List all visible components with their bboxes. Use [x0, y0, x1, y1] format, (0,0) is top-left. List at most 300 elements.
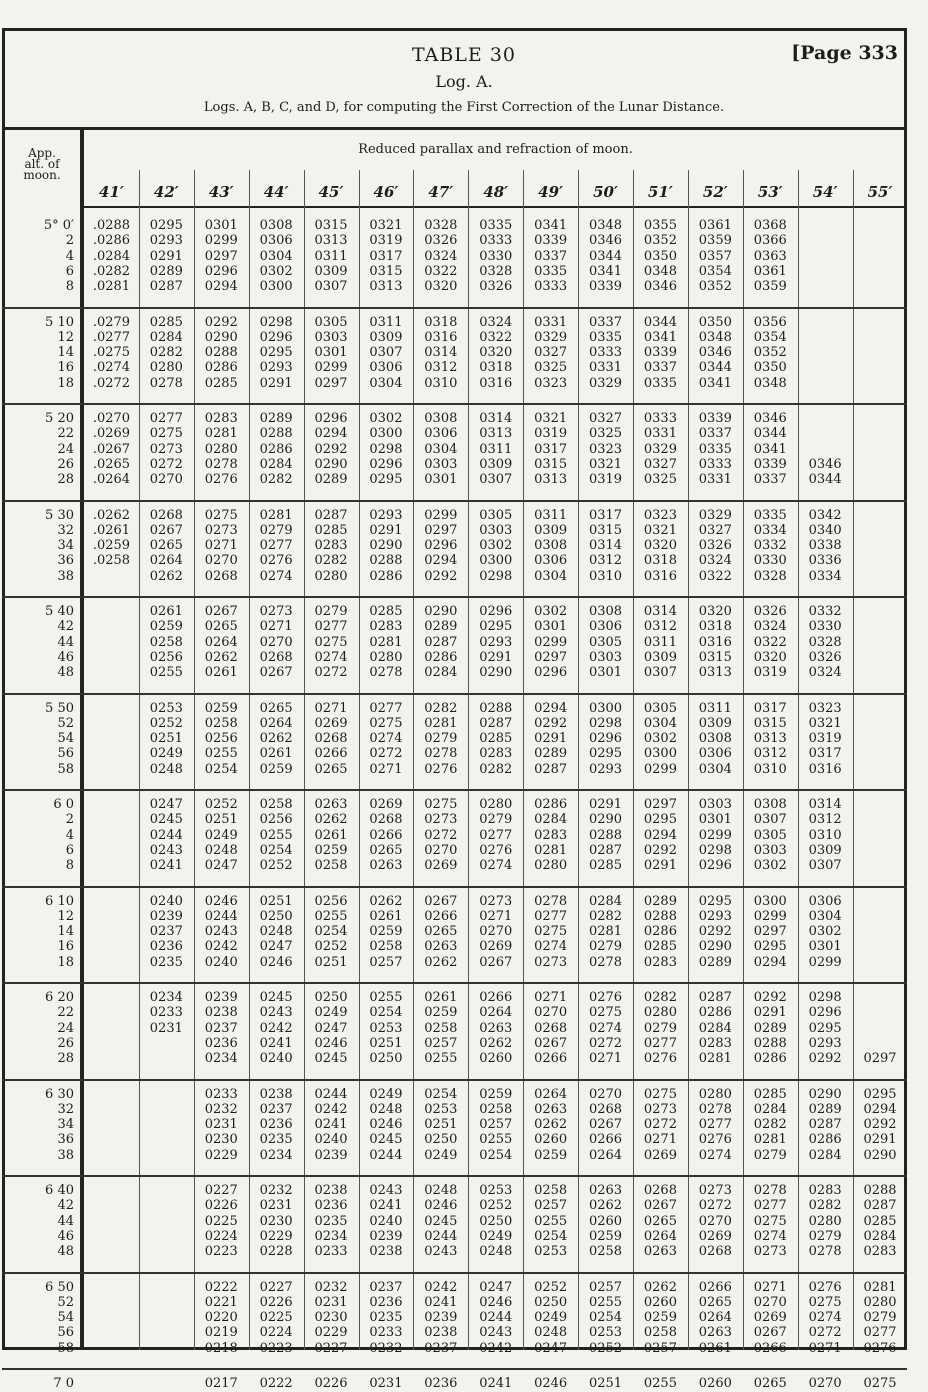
table-cell: 0291 — [643, 858, 677, 874]
table-cell: 0328 — [808, 634, 842, 650]
table-cell: 0259 — [643, 1310, 677, 1326]
row-label: 6 10 — [45, 893, 74, 909]
table-cell: 0329 — [698, 507, 732, 523]
table-cell: 0241 — [424, 1294, 458, 1310]
table-cell: 0264 — [698, 1310, 732, 1326]
table-cell: 0295 — [698, 893, 732, 909]
table-cell: 0272 — [149, 456, 183, 472]
column-header: 48′ — [483, 183, 509, 201]
table-cell: 0245 — [369, 1132, 403, 1148]
row-label: 44 — [57, 1213, 74, 1229]
table-cell: 0331 — [588, 360, 623, 376]
table-cell: 0249 — [534, 1310, 568, 1326]
table-cell: 0348 — [698, 329, 732, 345]
table-cell: 0306 — [424, 426, 458, 442]
table-cell: 0283 — [534, 827, 568, 843]
row-label: 48 — [57, 665, 74, 681]
table-cell: 0260 — [534, 1132, 568, 1148]
table-cell: 0250 — [424, 1132, 458, 1148]
table-cell: 0235 — [369, 1310, 403, 1326]
table-cell: 0299 — [808, 954, 842, 970]
table-cell: 0271 — [534, 990, 568, 1005]
table-cell: 0301 — [204, 218, 238, 233]
table-cell: 0335 — [534, 263, 568, 279]
table-cell: 0252 — [259, 858, 293, 874]
table-cell: 0272 — [643, 1117, 677, 1133]
table-cell: 0238 — [259, 1086, 293, 1102]
table-cell: 0275 — [863, 1376, 897, 1391]
table-cell: 0318 — [424, 314, 458, 330]
table-cell: 0276 — [424, 761, 458, 777]
table-cell: 0244 — [149, 827, 183, 843]
row-label: 24 — [57, 441, 74, 457]
row-label: 16 — [57, 939, 74, 955]
table-cell: 0312 — [588, 553, 623, 569]
row-label: 6 50 — [45, 1279, 74, 1295]
table-cell: 0288 — [643, 908, 677, 924]
row-label: 2 — [65, 233, 74, 249]
table-cell: 0341 — [643, 329, 677, 345]
table-cell: 0309 — [643, 649, 677, 665]
table-cell: 0334 — [753, 522, 787, 538]
table-cell: 0261 — [149, 604, 183, 619]
table-cell: 0226 — [204, 1198, 238, 1214]
table-cell: 0307 — [643, 665, 677, 681]
table-cell: 0296 — [534, 665, 568, 681]
table-cell: 0267 — [534, 1035, 568, 1051]
table-cell: 0287 — [149, 279, 183, 295]
table-cell: 0254 — [534, 1228, 568, 1244]
table-cell: 0235 — [259, 1132, 293, 1148]
table-cell: 0344 — [588, 248, 623, 264]
table-cell: .0274 — [92, 360, 131, 376]
table-cell: 0296 — [479, 604, 513, 619]
table-cell: 0291 — [369, 522, 403, 538]
table-cell: 0330 — [808, 619, 842, 635]
table-cell: 0283 — [698, 1035, 732, 1051]
table-cell: .0284 — [92, 248, 131, 264]
table-cell: 0288 — [753, 1035, 787, 1051]
table-cell: 0256 — [204, 731, 238, 747]
table-cell: 0303 — [314, 329, 348, 345]
table-cell: 0299 — [698, 827, 732, 843]
table-cell: 0269 — [314, 715, 348, 731]
table-cell: 0302 — [753, 858, 787, 874]
table-cell: 0237 — [259, 1101, 293, 1117]
table-cell: 0285 — [588, 858, 623, 874]
table-cell: 0258 — [424, 1020, 458, 1036]
row-label-rule — [80, 127, 84, 1350]
table-cell: 0279 — [863, 1310, 897, 1326]
table-cell: 0333 — [698, 456, 732, 472]
table-cell: 0224 — [259, 1325, 293, 1341]
table-cell: 0286 — [753, 1051, 787, 1067]
table-cell: 0334 — [808, 568, 842, 584]
table-cell: 0320 — [753, 649, 787, 665]
table-cell: 0342 — [808, 507, 842, 523]
table-cell: 0228 — [259, 1244, 293, 1260]
group-divider — [2, 1175, 907, 1177]
table-cell: 0317 — [808, 746, 842, 762]
table-cell: 0306 — [588, 619, 623, 635]
table-cell: 0276 — [698, 1132, 732, 1148]
table-cell: 0293 — [369, 507, 403, 523]
table-cell: 0263 — [588, 1183, 623, 1198]
table-cell: 0242 — [314, 1101, 348, 1117]
table-cell: 0260 — [588, 1213, 623, 1229]
table-cell: 0247 — [314, 1020, 348, 1036]
table-cell: 0287 — [588, 842, 623, 858]
table-cell: 0339 — [753, 456, 787, 472]
table-cell: 0277 — [643, 1035, 677, 1051]
table-cell: 0310 — [808, 827, 842, 843]
table-cell: 0290 — [204, 329, 238, 345]
table-cell: 0284 — [259, 456, 293, 472]
row-label: 52 — [57, 1294, 74, 1310]
table-cell: 0291 — [534, 731, 568, 747]
table-cell: 0294 — [424, 553, 458, 569]
table-cell: .0261 — [92, 522, 131, 538]
table-cell: 0229 — [204, 1147, 238, 1163]
table-cell: 0286 — [369, 568, 403, 584]
table-cell: 0261 — [369, 908, 403, 924]
row-label: 5 20 — [45, 411, 74, 426]
column-header: 54′ — [812, 183, 838, 201]
table-cell: 0318 — [643, 553, 677, 569]
table-cell: 0308 — [753, 797, 787, 812]
table-cell: 0295 — [588, 746, 623, 762]
table-subtitle: Log. A. — [435, 72, 493, 91]
table-cell: 0243 — [479, 1325, 513, 1341]
table-cell: 0293 — [479, 634, 513, 650]
table-cell: 0281 — [698, 1051, 732, 1067]
table-cell: 0294 — [314, 426, 348, 442]
table-cell: 0285 — [369, 604, 403, 619]
table-cell: 0329 — [643, 441, 677, 457]
table-cell: 0257 — [479, 1117, 513, 1133]
table-cell: 0270 — [588, 1086, 623, 1102]
table-cell: 0283 — [808, 1183, 842, 1198]
table-cell: 0234 — [204, 1051, 238, 1067]
table-cell: 0277 — [698, 1117, 732, 1133]
table-cell: 0240 — [314, 1132, 348, 1148]
table-cell: 0285 — [643, 939, 677, 955]
table-cell: 0298 — [259, 314, 293, 330]
table-cell: 0269 — [753, 1310, 787, 1326]
table-cell: .0282 — [92, 263, 131, 279]
table-cell: 0233 — [314, 1244, 348, 1260]
table-cell: 0296 — [204, 263, 238, 279]
table-cell: 0237 — [369, 1279, 403, 1295]
table-cell: 0268 — [314, 731, 348, 747]
table-cell: 0314 — [424, 345, 458, 361]
table-cell: .0281 — [92, 279, 131, 295]
row-header-label: App. alt. of moon. — [23, 146, 61, 182]
table-cell: .0272 — [92, 375, 131, 391]
table-cell: 0302 — [643, 731, 677, 747]
table-cell: 0312 — [643, 619, 677, 635]
table-cell: 0311 — [314, 248, 348, 264]
table-cell: 0266 — [534, 1051, 568, 1067]
table-cell: 0316 — [643, 568, 677, 584]
table-cell: 0335 — [698, 441, 732, 457]
table-cell: 0268 — [534, 1020, 568, 1036]
table-cell: 0271 — [369, 761, 403, 777]
table-cell: 0303 — [424, 456, 458, 472]
table-cell: 0222 — [204, 1279, 238, 1295]
table-cell: 0243 — [259, 1005, 293, 1021]
table-cell: 0318 — [698, 619, 732, 635]
table-cell: 0297 — [424, 522, 458, 538]
table-cell: 0285 — [314, 522, 348, 538]
table-cell: 0352 — [643, 233, 677, 249]
table-cell: 0256 — [149, 649, 183, 665]
table-cell: 0306 — [259, 233, 293, 249]
table-cell: 0282 — [314, 553, 348, 569]
table-cell: 0326 — [479, 279, 513, 295]
table-cell: 0294 — [863, 1101, 897, 1117]
table-cell: 0259 — [314, 842, 348, 858]
table-cell: 0328 — [753, 568, 787, 584]
table-cell: 0319 — [588, 472, 623, 488]
table-cell: 0266 — [479, 990, 513, 1005]
table-cell: 0292 — [753, 990, 787, 1005]
table-cell: 0298 — [479, 568, 513, 584]
table-cell: 0246 — [204, 893, 238, 909]
table-cell: 0268 — [369, 812, 403, 828]
table-cell: 0329 — [588, 375, 623, 391]
table-cell: 0300 — [588, 700, 623, 716]
table-cell: 0266 — [753, 1340, 787, 1356]
table-cell: 0284 — [588, 893, 623, 909]
table-cell: 0295 — [753, 939, 787, 955]
table-cell: 0304 — [424, 441, 458, 457]
table-cell: 0296 — [369, 456, 403, 472]
table-cell: 0262 — [369, 893, 403, 909]
table-cell: 0293 — [588, 761, 623, 777]
table-cell: 0278 — [698, 1101, 732, 1117]
table-cell: 0265 — [259, 700, 293, 716]
table-cell: 0257 — [534, 1198, 568, 1214]
table-cell: 0258 — [314, 858, 348, 874]
table-cell: 0229 — [314, 1325, 348, 1341]
table-cell: 0262 — [479, 1035, 513, 1051]
column-header: 50′ — [593, 183, 618, 201]
table-cell: 0251 — [314, 954, 348, 970]
table-cell: 0282 — [643, 990, 677, 1005]
table-cell: 0291 — [479, 649, 513, 665]
table-cell: 0319 — [753, 665, 787, 681]
table-cell: 0307 — [369, 345, 403, 361]
table-cell: 0301 — [314, 345, 348, 361]
group-divider — [2, 1079, 907, 1081]
row-label: 38 — [57, 568, 74, 584]
table-cell: 0361 — [753, 263, 787, 279]
table-cell: 0279 — [259, 522, 293, 538]
table-cell: 0231 — [314, 1294, 348, 1310]
table-cell: 0270 — [808, 1376, 842, 1391]
table-cell: 0261 — [204, 665, 238, 681]
table-cell: 0253 — [369, 1020, 403, 1036]
table-cell: 0322 — [424, 263, 458, 279]
table-cell: 0279 — [808, 1228, 842, 1244]
table-cell: 0295 — [369, 472, 403, 488]
table-cell: 0290 — [808, 1086, 842, 1102]
table-cell: 0321 — [588, 456, 623, 472]
table-cell: 0274 — [314, 649, 348, 665]
table-cell: 0302 — [808, 924, 842, 940]
table-cell: 0304 — [698, 761, 732, 777]
table-cell: 0259 — [534, 1147, 568, 1163]
table-cell: 0235 — [149, 954, 183, 970]
table-cell: 0274 — [698, 1147, 732, 1163]
table-cell: 0285 — [863, 1213, 897, 1229]
table-cell: 0299 — [753, 908, 787, 924]
table-cell: 0224 — [204, 1228, 238, 1244]
table-cell: 0315 — [369, 263, 403, 279]
table-cell: 0274 — [259, 568, 293, 584]
table-cell: 0265 — [369, 842, 403, 858]
table-cell: 0339 — [643, 345, 677, 361]
table-cell: 0246 — [259, 954, 293, 970]
table-cell: 0274 — [753, 1228, 787, 1244]
table-cell: .0275 — [92, 345, 131, 361]
row-label: 38 — [57, 1147, 74, 1163]
table-cell: 0251 — [149, 731, 183, 747]
table-cell: 0270 — [259, 634, 293, 650]
table-cell: 0254 — [369, 1005, 403, 1021]
table-cell: 0271 — [479, 908, 513, 924]
table-cell: 0296 — [259, 329, 293, 345]
row-label: 6 — [65, 263, 74, 279]
column-header: 45′ — [318, 183, 344, 201]
table-cell: 0269 — [369, 797, 403, 812]
table-cell: 0311 — [479, 441, 513, 457]
table-cell: 0261 — [314, 827, 348, 843]
table-cell: 0265 — [753, 1376, 787, 1391]
table-cell: 0283 — [479, 746, 513, 762]
table-cell: 0308 — [698, 731, 732, 747]
table-cell: 0289 — [149, 263, 183, 279]
table-cell: 0266 — [698, 1279, 732, 1295]
table-cell: 0322 — [479, 329, 513, 345]
table-cell: 0335 — [643, 375, 677, 391]
table-cell: 0324 — [479, 314, 513, 330]
row-label: 4 — [65, 827, 74, 843]
table-cell: 0267 — [424, 893, 458, 909]
table-cell: 0248 — [479, 1244, 513, 1260]
table-cell: 0317 — [588, 507, 623, 523]
table-cell: 0266 — [588, 1132, 623, 1148]
table-cell: 0250 — [534, 1294, 568, 1310]
table-cell: 0253 — [424, 1101, 458, 1117]
table-cell: 0318 — [479, 360, 513, 376]
table-cell: 0321 — [808, 715, 842, 731]
table-cell: 0280 — [698, 1086, 732, 1102]
column-header: 53′ — [757, 183, 783, 201]
table-cell: 0309 — [808, 842, 842, 858]
table-cell: 0276 — [588, 990, 623, 1005]
table-cell: 0248 — [534, 1325, 568, 1341]
table-cell: 0270 — [753, 1294, 787, 1310]
group-divider — [2, 500, 907, 502]
table-cell: 0272 — [424, 827, 458, 843]
table-cell: 0257 — [643, 1340, 677, 1356]
table-cell: 0346 — [808, 456, 842, 472]
table-cell: 0274 — [534, 939, 568, 955]
table-cell: 0290 — [424, 604, 458, 619]
group-divider — [2, 307, 907, 309]
table-cell: 0251 — [259, 893, 293, 909]
table-cell: 0248 — [149, 761, 183, 777]
table-cell: 0264 — [534, 1086, 568, 1102]
table-cell: 0255 — [479, 1132, 513, 1148]
table-cell: 0255 — [424, 1051, 458, 1067]
table-cell: 0292 — [643, 842, 677, 858]
row-label: 36 — [57, 553, 74, 569]
table-cell: 0297 — [643, 797, 677, 812]
table-cell: 0258 — [534, 1183, 568, 1198]
table-cell: 0283 — [863, 1244, 897, 1260]
table-cell: 0286 — [424, 649, 458, 665]
table-cell: 0366 — [753, 233, 787, 249]
table-cell: 0344 — [698, 360, 732, 376]
table-cell: 0254 — [424, 1086, 458, 1102]
table-cell: 0273 — [753, 1244, 787, 1260]
table-cell: 0259 — [479, 1086, 513, 1102]
table-cell: 0272 — [808, 1325, 842, 1341]
table-cell: .0279 — [92, 314, 131, 330]
table-cell: 0320 — [424, 279, 458, 295]
column-header: 41′ — [99, 183, 124, 201]
table-cell: 0278 — [753, 1183, 787, 1198]
table-cell: 0259 — [204, 700, 238, 716]
table-cell: 0255 — [204, 746, 238, 762]
table-cell: 0238 — [369, 1244, 403, 1260]
table-cell: 0328 — [424, 218, 458, 233]
table-cell: 0246 — [534, 1376, 568, 1391]
table-cell: 0287 — [808, 1117, 842, 1133]
table-cell: 0294 — [204, 279, 238, 295]
table-cell: 0238 — [204, 1005, 238, 1021]
table-cell: 0312 — [424, 360, 458, 376]
group-divider — [2, 982, 907, 984]
table-cell: 0260 — [479, 1051, 513, 1067]
row-label: 46 — [57, 1228, 74, 1244]
table-cell: 0240 — [204, 954, 238, 970]
table-cell: 0232 — [314, 1279, 348, 1295]
page-number: [Page 333 — [791, 42, 898, 64]
table-cell: 0319 — [369, 233, 403, 249]
table-cell: 0339 — [534, 233, 568, 249]
group-divider — [2, 1272, 907, 1274]
table-cell: 0254 — [588, 1310, 623, 1326]
table-cell: 0315 — [314, 218, 348, 233]
table-cell: 0236 — [149, 939, 183, 955]
table-cell: 0249 — [479, 1228, 513, 1244]
table-cell: 0254 — [259, 842, 293, 858]
table-cell: 0316 — [479, 375, 513, 391]
table-cell: 0302 — [259, 263, 293, 279]
table-cell: 0279 — [588, 939, 623, 955]
table-cell: 0289 — [808, 1101, 842, 1117]
table-cell: 0295 — [863, 1086, 897, 1102]
row-label: 36 — [57, 1132, 74, 1148]
table-cell: 0259 — [424, 1005, 458, 1021]
table-cell: 0218 — [204, 1340, 238, 1356]
table-cell: 0350 — [643, 248, 677, 264]
table-cell: 0284 — [698, 1020, 732, 1036]
